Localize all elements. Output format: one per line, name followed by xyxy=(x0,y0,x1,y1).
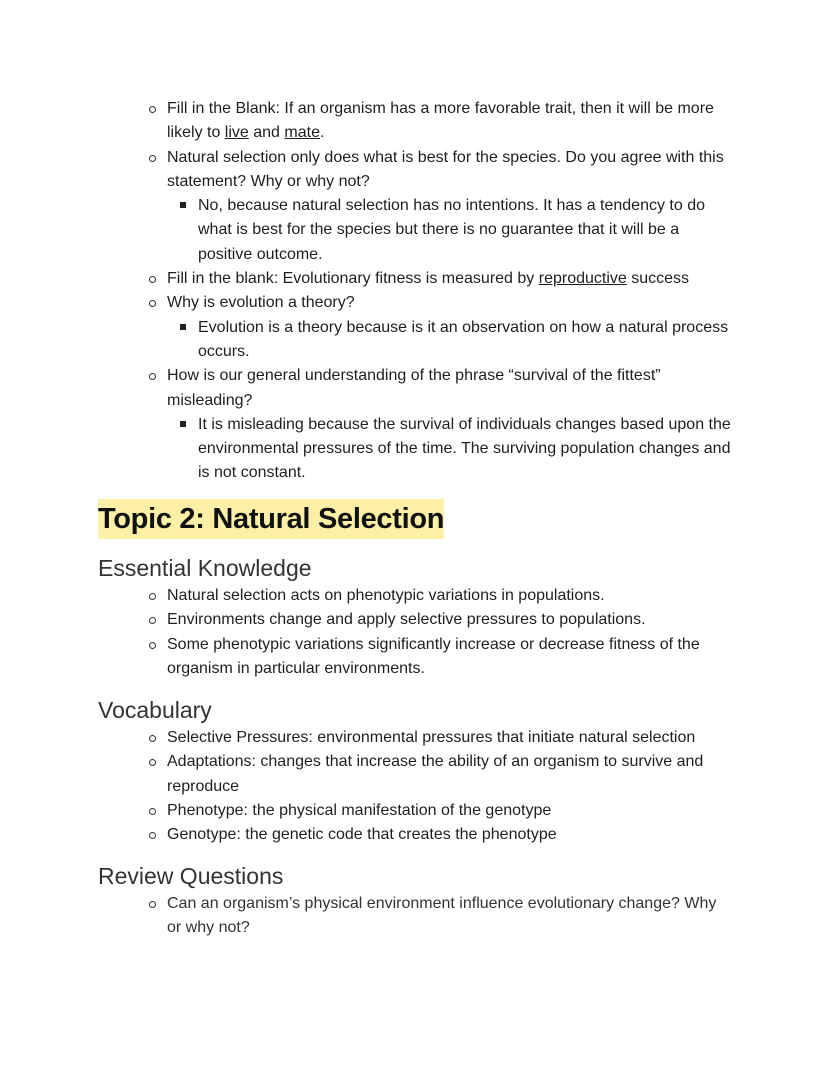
blank-answer: live xyxy=(224,124,249,142)
vocabulary-list xyxy=(167,726,732,847)
answer-list xyxy=(167,316,732,365)
list-item: Some phenotypic variations significantly increase or decrease fitness of the organism in particular environments. xyxy=(167,633,732,682)
list-item xyxy=(167,97,732,146)
list-item: Natural selection acts on phenotypic variations in populations. xyxy=(167,584,732,608)
blank-answer: reproductive xyxy=(538,270,627,288)
question-text: Why is evolution a theory? xyxy=(167,294,355,312)
review-questions-heading: Review Questions xyxy=(98,863,284,889)
list-item: Phenotype: the physical manifestation of the genotype xyxy=(167,799,732,823)
topic-title: Topic 2: Natural Selection xyxy=(98,499,444,539)
item-text: success xyxy=(626,270,690,288)
review-questions-list xyxy=(167,892,732,941)
answer-item: It is misleading because the survival of individuals changes based upon the environmental pressures of the time. The surviving population changes and is not constant. xyxy=(198,413,732,486)
answer-list xyxy=(167,194,732,267)
item-text: and xyxy=(248,124,285,142)
blank-answer: mate xyxy=(284,124,320,142)
list-item xyxy=(167,364,732,485)
list-item xyxy=(167,146,732,267)
question-text: Natural selection only does what is best for the species. Do you agree with this statement? Why or why not? xyxy=(167,148,724,190)
answer-item: Evolution is a theory because is it an observation on how a natural process occurs. xyxy=(198,316,732,365)
item-text: . xyxy=(319,124,325,142)
essential-knowledge-list xyxy=(167,584,732,681)
list-item xyxy=(167,291,732,364)
answer-item: No, because natural selection has no intentions. It has a tendency to do what is best for the species but there is no guarantee that it will be a positive outcome. xyxy=(198,194,732,267)
answer-list xyxy=(167,413,732,486)
vocabulary-heading: Vocabulary xyxy=(98,697,212,723)
list-item: Environments change and apply selective pressures to populations. xyxy=(167,608,732,632)
review-questions-list-topic1 xyxy=(167,97,732,486)
list-item: Can an organism’s physical environment influence evolutionary change? Why or why not? xyxy=(167,892,732,941)
item-text: Fill in the Blank: If an organism has a more favorable trait, then it will be more likely to xyxy=(167,100,714,142)
list-item: Genotype: the genetic code that creates the phenotype xyxy=(167,823,732,847)
list-item: Adaptations: changes that increase the ability of an organism to survive and reproduce xyxy=(167,750,732,799)
list-item xyxy=(167,267,732,291)
question-text: How is our general understanding of the phrase “survival of the fittest” misleading? xyxy=(167,367,661,409)
list-item: Selective Pressures: environmental pressures that initiate natural selection xyxy=(167,726,732,750)
item-text: Fill in the blank: Evolutionary fitness is measured by xyxy=(167,270,539,288)
essential-knowledge-heading: Essential Knowledge xyxy=(98,555,312,581)
